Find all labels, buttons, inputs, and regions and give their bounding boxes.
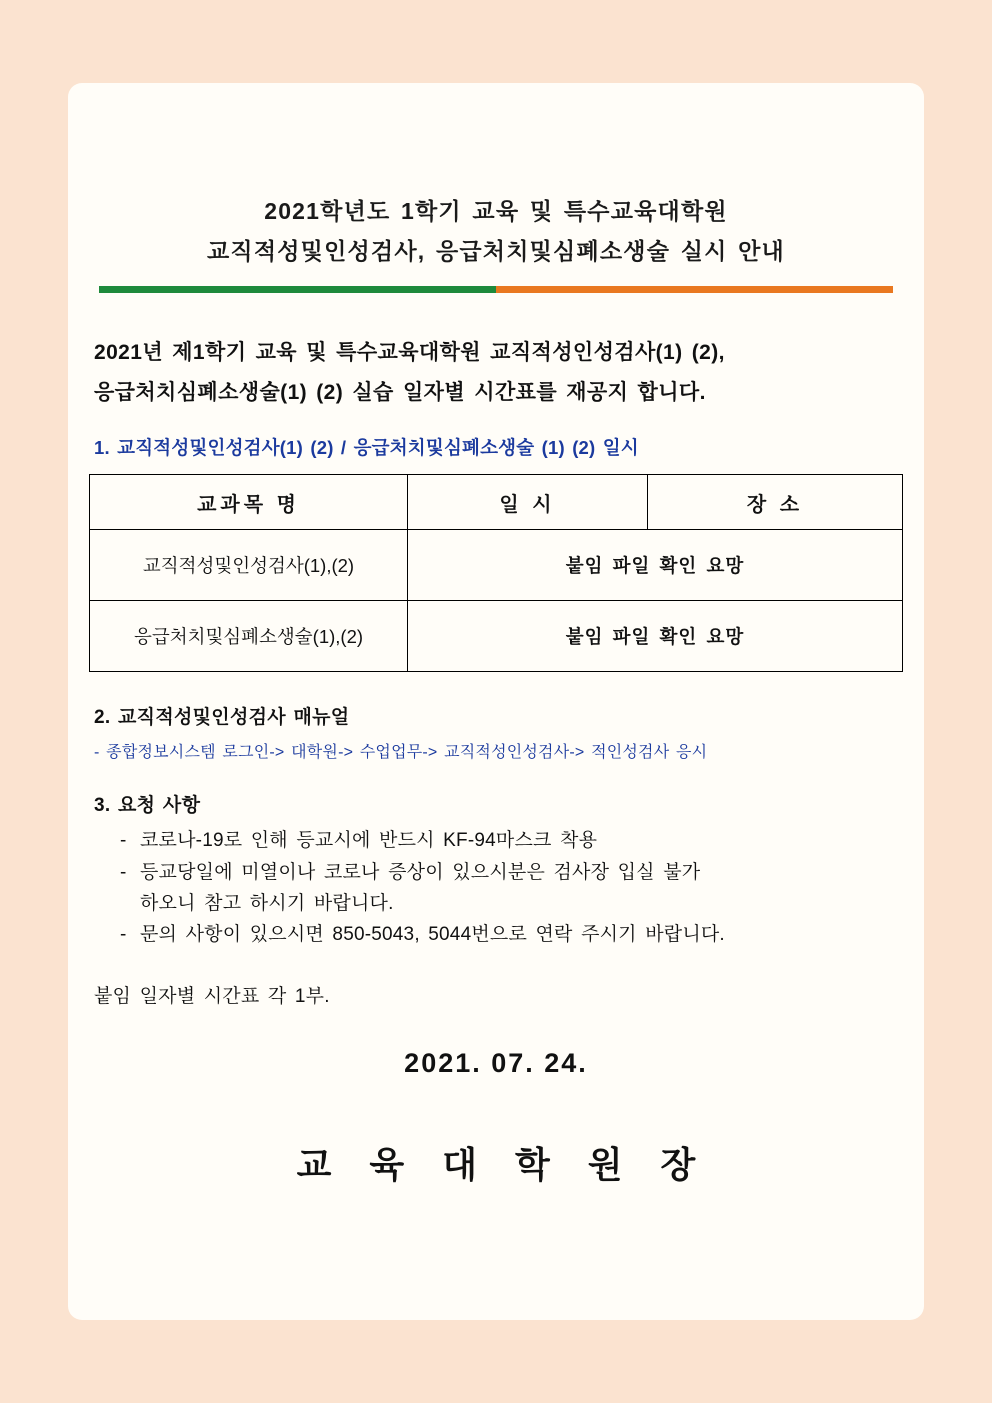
table-header-subject: 교과목 명 xyxy=(90,475,408,530)
section-2-heading: 2. 교직적성및인성검사 매뉴얼 xyxy=(94,707,350,729)
table-cell-subject: 교직적성및인성검사(1),(2) xyxy=(90,530,408,601)
divider-left-segment xyxy=(99,286,496,293)
table-cell-subject: 응급처치및심폐소생술(1),(2) xyxy=(90,601,408,672)
page-title-line-1: 2021학년도 1학기 교육 및 특수교육대학원 xyxy=(264,198,728,224)
table-cell-note: 붙임 파일 확인 요망 xyxy=(408,530,903,601)
request-text: 문의 사항이 있으시면 850-5043, 5044번으로 연락 주시기 바랍니다. xyxy=(140,924,725,946)
section-3-heading: 3. 요청 사항 xyxy=(94,795,201,817)
section-1-heading: 1. 교직적성및인성검사(1) (2) / 응급처치및심폐소생술 (1) (2) 일시 xyxy=(94,437,639,459)
divider-right-segment xyxy=(496,286,893,293)
request-list xyxy=(68,825,924,950)
table-header-row xyxy=(90,475,903,530)
lead-line-1: 2021년 제1학기 교육 및 특수교육대학원 교직적성인성검사(1) (2), xyxy=(94,340,725,364)
table-cell-note: 붙임 파일 확인 요망 xyxy=(408,601,903,672)
table-header-datetime: 일 시 xyxy=(408,475,648,530)
list-item xyxy=(120,857,898,920)
attachment-note: 붙임 일자별 시간표 각 1부. xyxy=(94,985,330,1007)
notice-page xyxy=(68,83,924,1320)
title-block xyxy=(68,83,924,272)
request-text: 등교당일에 미열이나 코로나 증상이 있으시분은 검사장 입실 불가 xyxy=(140,861,701,883)
list-item xyxy=(120,919,898,950)
list-item xyxy=(120,825,898,856)
title-divider xyxy=(99,286,893,293)
section-2-path: - 종합정보시스템 로그인-> 대학원-> 수업업무-> 교직적성인성검사-> 적인성검사 응시 xyxy=(94,744,708,762)
page-title-line-2: 교직적성및인성검사, 응급처치및심폐소생술 실시 안내 xyxy=(207,238,785,265)
table-header-place: 장 소 xyxy=(648,475,903,530)
lead-line-2: 응급처치심폐소생술(1) (2) 실습 일자별 시간표를 재공지 합니다. xyxy=(94,381,706,405)
signature-line: 교 육 대 학 원 장 xyxy=(296,1143,710,1185)
request-text: 코로나-19로 인해 등교시에 반드시 KF-94마스크 착용 xyxy=(140,830,598,852)
lead-paragraph xyxy=(68,333,924,415)
table-row xyxy=(90,530,903,601)
table-row xyxy=(90,601,903,672)
schedule-table xyxy=(89,474,903,672)
request-text-continued: 하오니 참고 하시기 바랍니다. xyxy=(140,893,394,915)
notice-date: 2021. 07. 24. xyxy=(404,1047,588,1078)
